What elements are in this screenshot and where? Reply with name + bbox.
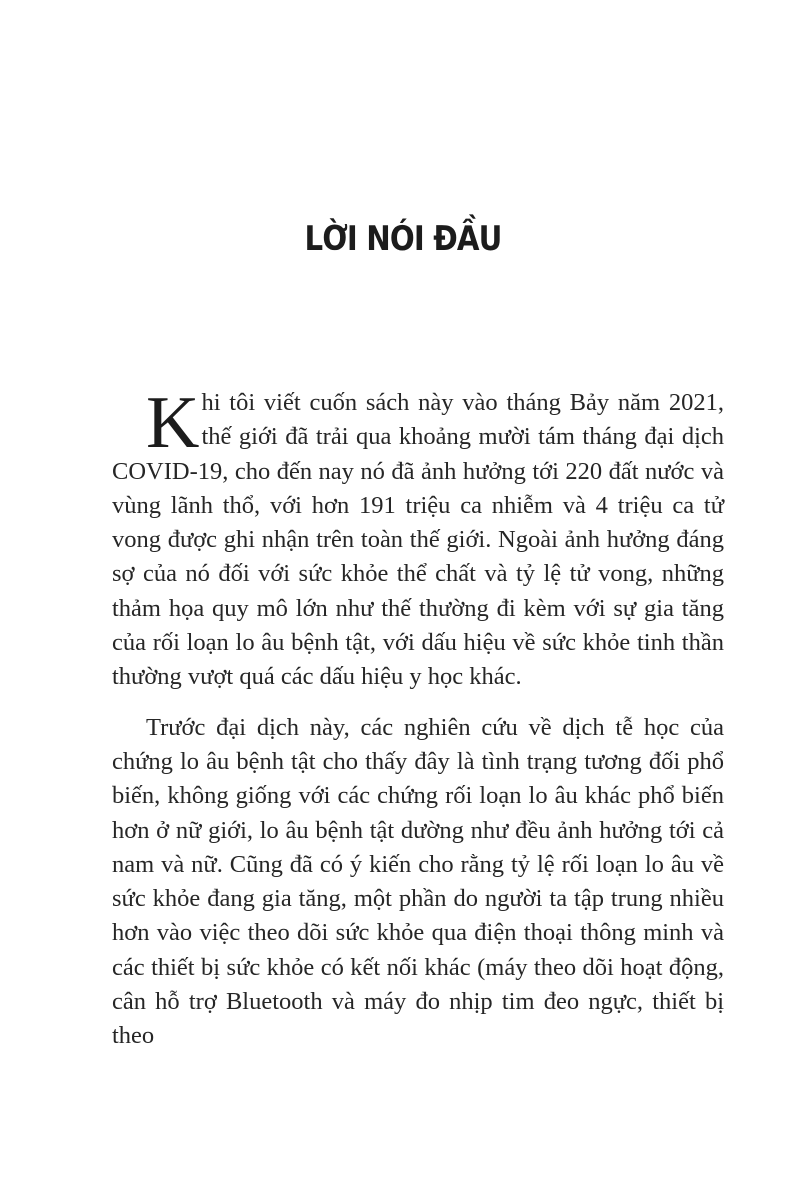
paragraph-2-text: Trước đại dịch này, các nghiên cứu về dịch tễ học của chứng lo âu bệnh tật cho thấy đây là tình trạng tương đối phổ biến, không giống với các chứng rối loạn lo âu khác phổ biến hơn ở nữ giới, lo âu bệnh tật dường như đều ảnh hưởng tới cả nam và nữ. Cũng đã có ý kiến cho rằng tỷ lệ rối loạn lo âu về sức khỏe đang gia tăng, một phần do người ta tập trung nhiều hơn vào việc theo dõi sức khỏe qua điện thoại thông minh và các thiết bị sức khỏe có kết nối khác (máy theo dõi hoạt động, cân hỗ trợ Bluetooth và máy đo nhịp tim đeo ngực, thiết bị theo (112, 713, 724, 1050)
paragraph-1-text: hi tôi viết cuốn sách này vào tháng Bảy năm 2021, thế giới đã trải qua khoảng mười tám tháng đại dịch COVID-19, cho đến nay nó đã ảnh hưởng tới 220 đất nước và vùng lãnh thổ, với hơn 191 triệu ca nhiễm và 4 triệu ca tử vong được ghi nhận trên toàn thế giới. Ngoài ảnh hưởng đáng sợ của nó đối với sức khỏe thể chất và tỷ lệ tử vong, những thảm họa quy mô lớn như thế thường đi kèm với sự gia tăng của rối loạn lo âu bệnh tật, với dấu hiệu về sức khỏe tinh thần thường vượt quá các dấu hiệu y học khác. (112, 389, 724, 691)
paragraph-1 (112, 382, 724, 695)
body-text (112, 382, 724, 1054)
paragraph-2 (112, 711, 724, 1054)
chapter-title: LỜI NÓI ĐẦU (304, 218, 502, 259)
drop-cap: K (146, 382, 200, 464)
